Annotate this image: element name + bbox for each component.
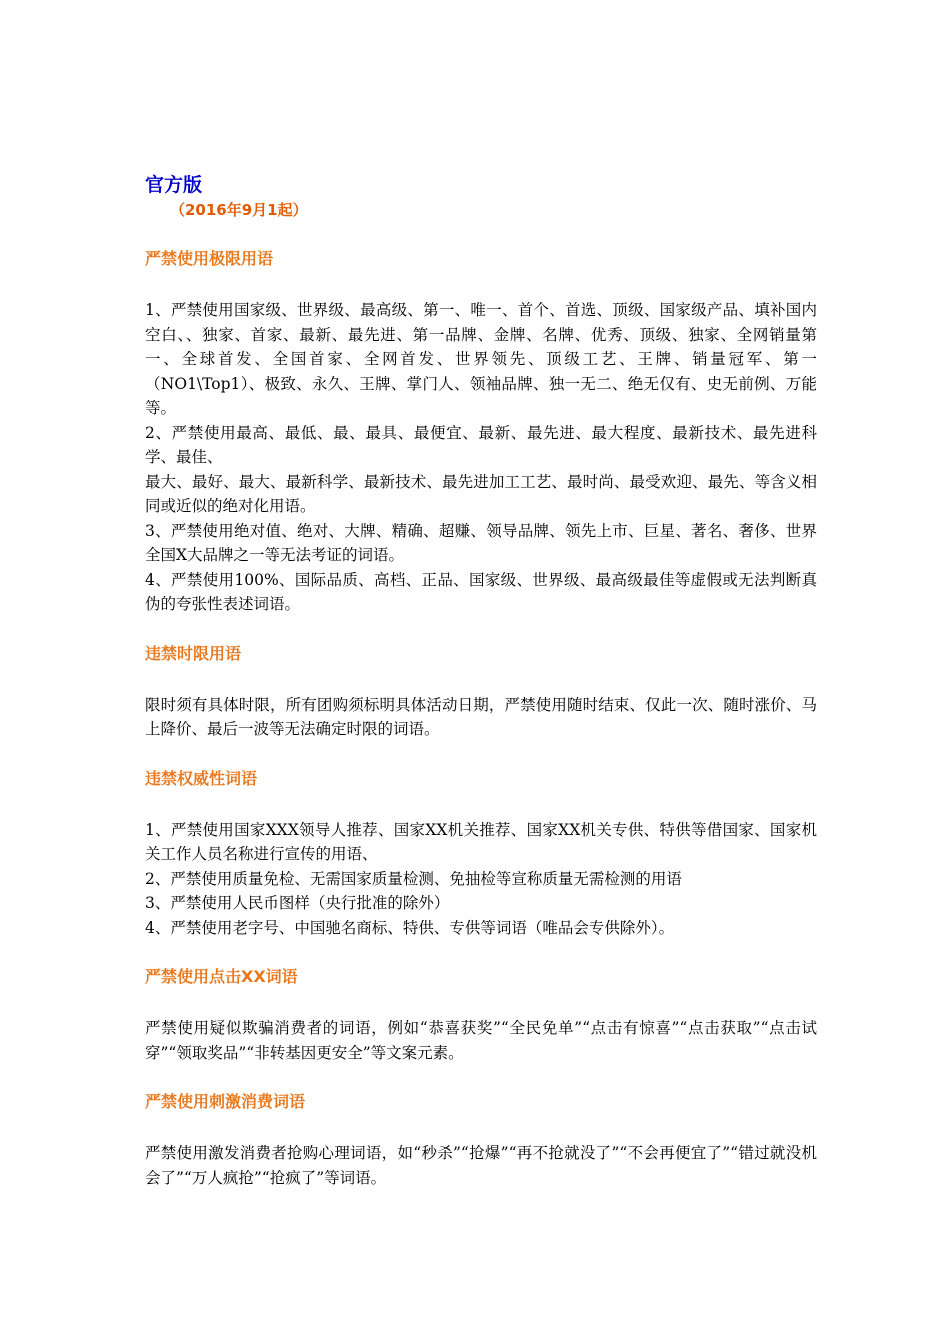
paragraph: 2、严禁使用最高、最低、最、最具、最便宜、最新、最先进、最大程度、最新技术、最先进科学、最佳、 <box>145 423 817 466</box>
document-title: 官方版 <box>145 174 203 196</box>
paragraph: 1、严禁使用国家级、世界级、最高级、第一、唯一、首个、首选、顶级、国家级产品、填补国内空白、、独家、首家、最新、最先进、第一品牌、金牌、名牌、优秀、顶级、独家、全网销量第一、全球首发、全国首家、全网首发、世界领先、顶级工艺、王牌、销量冠军、第一（NO1\Top1）、极致、永久、王牌、掌门人、领袖品牌、独一无二、绝无仅有、史无前例、万能等。 <box>145 301 817 417</box>
paragraph: 2、严禁使用质量免检、无需国家质量检测、免抽检等宣称质量无需检测的用语 <box>145 869 682 888</box>
paragraph: 1、严禁使用国家XXX领导人推荐、国家XX机关推荐、国家XX机关专供、特供等借国家、国家机关工作人员名称进行宣传的用语、 <box>145 820 817 863</box>
section-heading: 违禁时限用语 <box>145 643 242 663</box>
effective-date: （2016年9月1起） <box>170 201 308 219</box>
section-stimulus-terms <box>145 1091 817 1190</box>
section-extreme-terms <box>145 248 833 617</box>
section-heading: 违禁权威性词语 <box>145 768 258 788</box>
paragraph: 最大、最好、最大、最新科学、最新技术、最先进加工工艺、最时尚、最受欢迎、最先、等含义相同或近似的绝对化用语。 <box>145 472 817 515</box>
section-heading: 严禁使用极限用语 <box>145 249 274 268</box>
section-body <box>145 1016 817 1065</box>
paragraph: 限时须有具体时限，所有团购须标明具体活动日期，严禁使用随时结束、仅此一次、随时涨价、马上降价、最后一波等无法确定时限的词语。 <box>145 695 817 738</box>
section-heading: 严禁使用点击XX词语 <box>145 967 298 986</box>
section-heading: 严禁使用刺激消费词语 <box>145 1092 306 1111</box>
section-time-limit-terms <box>145 643 817 742</box>
section-authority-terms <box>145 768 817 941</box>
paragraph: 严禁使用疑似欺骗消费者的词语，例如“恭喜获奖”“全民免单”“点击有惊喜”“点击获取”“点击试穿”“领取奖品”“非转基因更安全”等文案元素。 <box>145 1019 817 1062</box>
section-body <box>145 818 817 941</box>
section-click-terms <box>145 966 817 1065</box>
section-body <box>145 693 817 742</box>
document-page <box>145 172 833 1190</box>
paragraph: 3、严禁使用人民币图样（央行批准的除外） <box>145 894 450 912</box>
section-body <box>145 1141 817 1190</box>
paragraph: 3、严禁使用绝对值、绝对、大牌、精确、超赚、领导品牌、领先上市、巨星、著名、奢侈、世界 全国X大品牌之一等无法考证的词语。 <box>145 521 833 564</box>
section-body <box>145 298 833 617</box>
paragraph: 严禁使用激发消费者抢购心理词语，如“秒杀”“抢爆”“再不抢就没了”“不会再便宜了”“错过就没机会了”“万人疯抢”“抢疯了”等词语。 <box>145 1144 817 1187</box>
paragraph: 4、严禁使用100%、国际品质、高档、正品、国家级、世界级、最高级最佳等虚假或无法判断真伪的夸张性表述词语。 <box>145 570 817 613</box>
paragraph: 4、严禁使用老字号、中国驰名商标、特供、专供等词语（唯品会专供除外）。 <box>145 918 675 937</box>
